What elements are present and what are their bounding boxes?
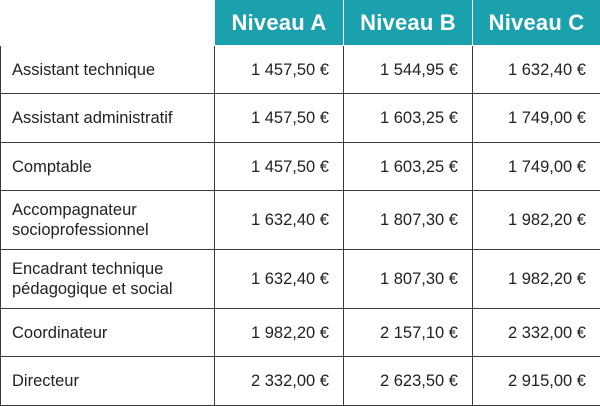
header-niveau-c: Niveau C — [473, 0, 600, 46]
amount-cell-niveau-c: 1 982,20 € — [473, 250, 600, 309]
amount-cell-niveau-a: 1 457,50 € — [215, 46, 344, 94]
amount-cell-niveau-c: 1 749,00 € — [473, 94, 600, 142]
amount-cell-niveau-a: 1 982,20 € — [215, 308, 344, 356]
role-line: Coordinateur — [12, 323, 108, 342]
amount-cell-niveau-b: 1 807,30 € — [344, 191, 473, 250]
header-corner-cell — [1, 0, 215, 46]
amount-cell-niveau-c: 1 749,00 € — [473, 142, 600, 190]
amount-cell-niveau-b: 1 603,25 € — [344, 94, 473, 142]
amount-cell-niveau-a: 1 632,40 € — [215, 250, 344, 309]
role-cell — [1, 94, 215, 142]
table-body — [1, 46, 600, 406]
amount-cell-niveau-a: 2 332,00 € — [215, 357, 344, 406]
amount-cell-niveau-b: 1 807,30 € — [344, 250, 473, 309]
amount-cell-niveau-b: 2 157,10 € — [344, 308, 473, 356]
amount-cell-niveau-b: 1 603,25 € — [344, 142, 473, 190]
table-row — [1, 308, 600, 356]
header-niveau-b: Niveau B — [344, 0, 473, 46]
role-line: pédagogique et social — [12, 280, 173, 299]
header-row — [1, 0, 600, 46]
table-row — [1, 94, 600, 142]
amount-cell-niveau-c: 1 982,20 € — [473, 191, 600, 250]
role-line: Assistant technique — [12, 60, 156, 79]
table-row — [1, 142, 600, 190]
amount-cell-niveau-b: 1 544,95 € — [344, 46, 473, 94]
role-cell — [1, 142, 215, 190]
role-line: Encadrant technique — [12, 260, 164, 279]
role-cell — [1, 250, 215, 309]
role-line: Accompagnateur — [12, 201, 137, 220]
role-cell — [1, 191, 215, 250]
amount-cell-niveau-a: 1 632,40 € — [215, 191, 344, 250]
amount-cell-niveau-c: 1 632,40 € — [473, 46, 600, 94]
role-cell — [1, 357, 215, 406]
table-header — [1, 0, 600, 46]
role-cell — [1, 46, 215, 94]
amount-cell-niveau-a: 1 457,50 € — [215, 142, 344, 190]
table-row — [1, 357, 600, 406]
table-row — [1, 46, 600, 94]
amount-cell-niveau-c: 2 915,00 € — [473, 357, 600, 406]
role-line: Assistant administratif — [12, 109, 173, 128]
role-line: socioprofessionnel — [12, 221, 149, 240]
table-row — [1, 191, 600, 250]
role-line: Directeur — [12, 372, 79, 391]
role-cell — [1, 308, 215, 356]
amount-cell-niveau-c: 2 332,00 € — [473, 308, 600, 356]
amount-cell-niveau-b: 2 623,50 € — [344, 357, 473, 406]
header-niveau-a: Niveau A — [215, 0, 344, 46]
role-line: Comptable — [12, 157, 92, 176]
table-row — [1, 250, 600, 309]
amount-cell-niveau-a: 1 457,50 € — [215, 94, 344, 142]
